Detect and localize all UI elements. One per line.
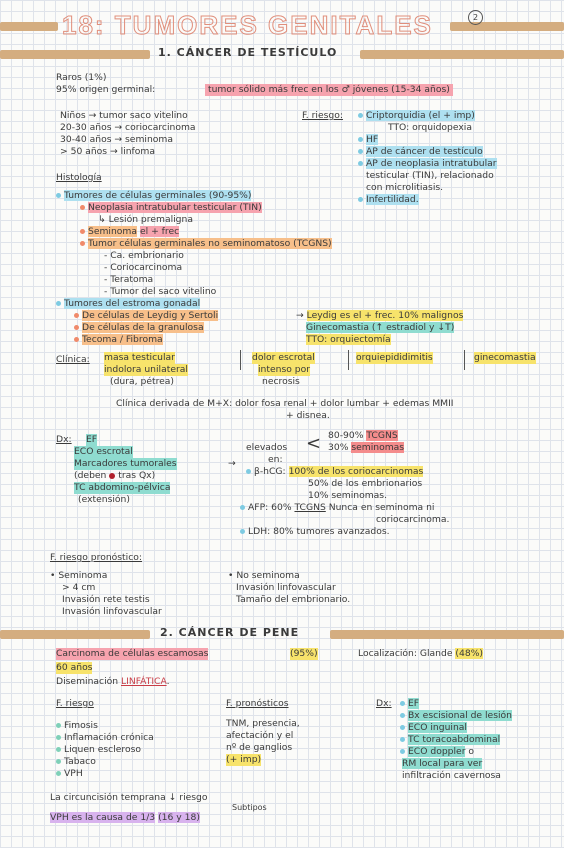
intro-germinal: 95% origen germinal:	[56, 84, 156, 95]
dx-item: EF	[86, 434, 98, 445]
penile-dx-item: TC toracoabdominal	[400, 734, 500, 746]
tin: Neoplasia intratubular testicular (TIN)	[80, 202, 262, 214]
risk-item: Criptorquidia (el + imp)	[358, 110, 475, 122]
penile-dx-label: Dx:	[376, 698, 392, 709]
penile-carcinoma: Carcinoma de células escamosas	[56, 648, 209, 659]
age-50: > 50 años → linfoma	[60, 146, 155, 157]
tcgns-sub: - Teratoma	[104, 274, 154, 285]
title-bar-right	[450, 22, 564, 31]
clinical-mass: masa testicular	[104, 352, 175, 363]
pct-line: 30% seminomas	[328, 442, 405, 453]
risk-item: testicular (TIN), relacionado	[366, 170, 494, 181]
risk-label: F. riesgo:	[302, 110, 343, 121]
prognosis-left: > 4 cm	[62, 582, 96, 593]
tcgns-sub: - Coriocarcinoma	[104, 262, 183, 273]
penile-pct: (95%)	[290, 648, 318, 659]
stromal-item: De células de Leydig y Sertoli	[74, 310, 218, 322]
orchiectomy: TTO: orquiectomía	[306, 334, 391, 345]
prognosis-right: Tamaño del embrionario.	[236, 594, 351, 605]
elevated: elevados	[246, 442, 288, 453]
clinical-painless: indolora unilateral	[104, 364, 188, 375]
dx-item: ECO escrotal	[74, 446, 133, 457]
penile-prognosis-item: afectación y el	[226, 730, 294, 741]
penile-risk-item: Liquen escleroso	[56, 744, 141, 756]
divider	[240, 350, 241, 370]
dx-item: TC abdomino-pélvica	[74, 482, 171, 493]
divider	[464, 350, 465, 370]
age-30-40: 30-40 años → seminoma	[60, 134, 173, 145]
penile-risk-item: Fimosis	[56, 720, 98, 732]
risk-item: Infertilidad.	[358, 194, 419, 206]
prognosis-label: F. riesgo pronóstico:	[50, 552, 142, 563]
clinical-orchi: orquiepididimitis	[356, 352, 433, 363]
age-20-30: 20-30 años → coriocarcinoma	[60, 122, 196, 133]
penile-risk-item: VPH	[56, 768, 83, 780]
penile-risk-item: Tabaco	[56, 756, 96, 768]
prognosis-right: • No seminoma	[228, 570, 300, 581]
intro-rare: Raros (1%)	[56, 72, 107, 83]
en: en:	[268, 454, 283, 465]
risk-item: con microlitiasis.	[366, 182, 444, 193]
penile-dx-item: RM local para ver	[402, 758, 483, 769]
penile-dx-item: ECO inguinal	[400, 722, 467, 734]
histology-label: Histología	[56, 172, 102, 183]
stromal-item: De células de la granulosa	[74, 322, 204, 334]
bhcg: 10% seminomas.	[308, 490, 388, 501]
clinical-dyspnea: + disnea.	[286, 410, 330, 421]
penile-prognosis-label: F. pronósticos	[226, 698, 289, 709]
section2-bar-left	[0, 630, 150, 639]
age-60: 60 años	[56, 662, 93, 673]
section2-bar-right	[330, 630, 564, 639]
section1-bar-left	[0, 50, 150, 59]
risk-item: AP de cáncer de testículo	[358, 146, 483, 158]
tcgns: Tumor células germinales no seminomatoso (TCGNS)	[80, 238, 332, 250]
penile-prognosis-item: (+ imp)	[226, 754, 262, 765]
prognosis-right: Invasión linfovascular	[236, 582, 336, 593]
ldh: LDH: 80% tumores avanzados.	[240, 526, 390, 538]
clinical-label: Clínica:	[56, 354, 90, 365]
stromal-item: Tecoma / Fibroma	[74, 334, 163, 346]
tcgns-sub: - Tumor del saco vitelino	[104, 286, 217, 297]
dissemination: Diseminación LINFÁTICA.	[56, 676, 170, 687]
bhcg: β-hCG: 100% de los coriocarcinomas	[246, 466, 423, 478]
penile-risk-item: Inflamación crónica	[56, 732, 154, 744]
germ-cell-tumors: Tumores de células germinales (90-95%)	[56, 190, 251, 202]
afp: coriocarcinoma.	[376, 514, 450, 525]
leydig-arrow: → Leydig es el + frec. 10% malignos	[296, 310, 464, 321]
clinical-derived: Clínica derivada de M+X: dolor fosa renal + dolor lumbar + edemas MMII	[116, 398, 454, 409]
premalignant: ↳ Lesión premaligna	[98, 214, 193, 225]
risk-item: HF	[358, 134, 378, 146]
penile-dx-item: Bx escisional de lesión	[400, 710, 512, 722]
section1-bar-right	[360, 50, 564, 59]
penile-prognosis-item: TNM, presencia,	[226, 718, 300, 729]
penile-dx-item: infiltración cavernosa	[402, 770, 501, 781]
penile-dx-item: ECO doppler o	[400, 746, 474, 758]
clinical-necrosis: necrosis	[262, 376, 300, 387]
seminoma: Seminoma el + frec	[80, 226, 179, 238]
pct-line: 80-90% TCGNS	[328, 430, 398, 441]
dx-item: Marcadores tumorales	[74, 458, 177, 469]
dx-label: Dx:	[56, 434, 72, 445]
intro-solid-tumor: tumor sólido más frec en los ♂ jóvenes (15-34 años)	[205, 84, 453, 96]
tcgns-sub: - Ca. embrionario	[104, 250, 184, 261]
clinical-gyne: ginecomastia	[474, 352, 536, 363]
risk-item: AP de neoplasia intratubular	[358, 158, 497, 170]
divider	[348, 350, 349, 370]
gynecomastia: Ginecomastia (↑ estradiol y ↓T)	[306, 322, 455, 333]
prognosis-left: • Seminoma	[50, 570, 108, 581]
penile-dx-item: EF	[400, 698, 419, 710]
title-bar-left	[0, 22, 58, 31]
less-than: <	[306, 433, 322, 454]
risk-item: TTO: orquidopexia	[388, 122, 472, 133]
arrow: →	[228, 458, 236, 469]
prognosis-left: Invasión rete testis	[62, 594, 150, 605]
section1-heading: 1. CÁNCER DE TESTÍCULO	[158, 46, 338, 59]
location: Localización: Glande (48%)	[358, 648, 484, 659]
stromal-tumors: Tumores del estroma gonadal	[56, 298, 200, 310]
page-title: 18: TUMORES GENITALES	[62, 10, 433, 40]
clinical-hard: (dura, pétrea)	[110, 376, 175, 387]
dx-item: (deben tras Qx)	[74, 470, 156, 481]
clinical-pain: dolor escrotal	[252, 352, 315, 363]
footer-vph: VPH es la causa de 1/3 (16 y 18)	[50, 812, 200, 823]
penile-prognosis-item: nº de ganglios	[226, 742, 293, 753]
penile-risk-label: F. riesgo	[56, 698, 94, 709]
prognosis-left: Invasión linfovascular	[62, 606, 162, 617]
age-children: Niños → tumor saco vitelino	[60, 110, 188, 121]
footer-subtypes: Subtipos	[232, 803, 267, 812]
dx-item: (extensión)	[78, 494, 130, 505]
footer-circumcision: La circuncisión temprana ↓ riesgo	[50, 792, 208, 803]
afp: AFP: 60% TCGNS Nunca en seminoma ni	[240, 502, 434, 514]
section2-heading: 2. CÁNCER DE PENE	[160, 626, 300, 639]
page-badge: 2	[468, 10, 483, 25]
bhcg: 50% de los embrionarios	[308, 478, 423, 489]
clinical-pain2: intenso por	[258, 364, 311, 375]
